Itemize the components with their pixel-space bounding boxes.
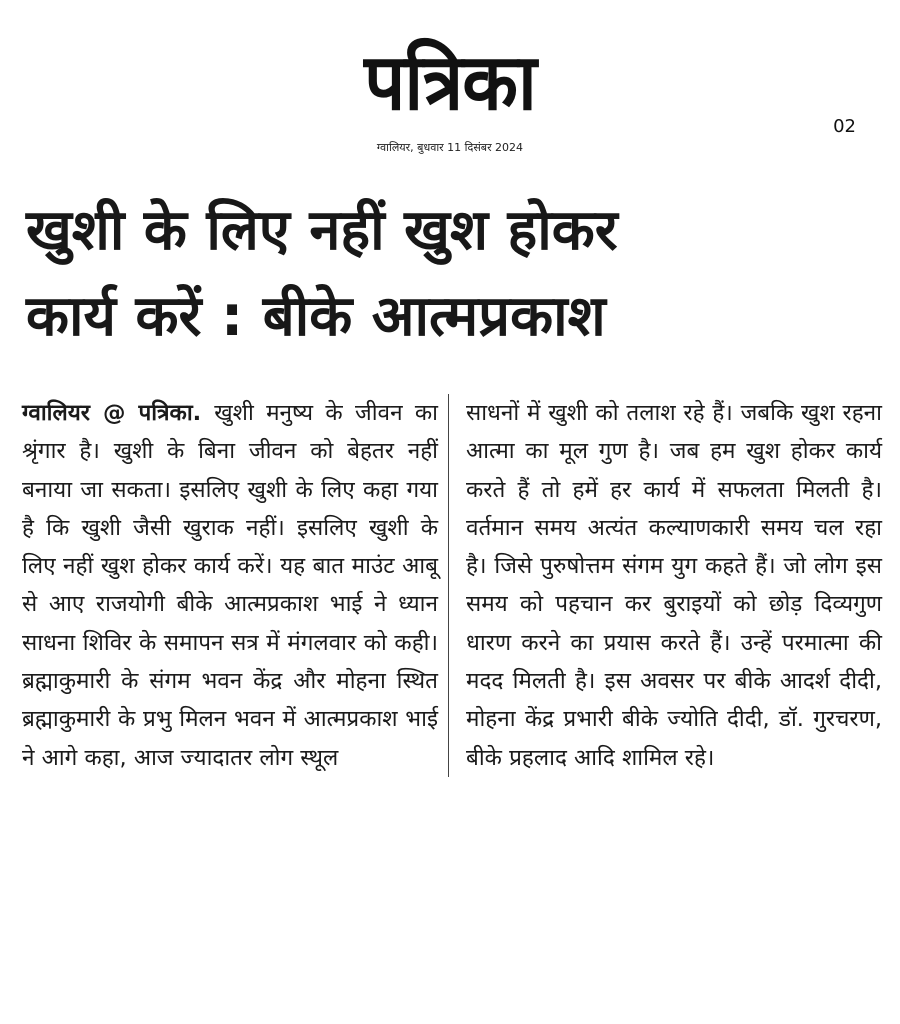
byline: ग्वालियर @ पत्रिका.: [22, 400, 215, 426]
article-column-1-text: खुशी मनुष्य के जीवन का श्रृंगार है। खुशी के बिना जीवन को बेहतर नहीं बनाया जा सकता। इसलिए खुशी के लिए कहा गया है कि खुशी जैसी खुराक नहीं। इसलिए खुशी के लिए नहीं खुश होकर कार्य करें। यह बात माउंट आबू से आए राजयोगी बीके आत्मप्रकाश भाई ने ध्यान साधना शिविर के समापन सत्र में मंगलवार को कही। ब्रह्माकुमारी के संगम भवन केंद्र और मोहना स्थित ब्रह्माकुमारी के प्रभु मिलन भवन में आत्मप्रकाश भाई ने आगे कहा, आज ज्यादातर लोग स्थूल: [22, 400, 438, 771]
article-column-right: [460, 394, 882, 777]
newspaper-logo: पत्रिका: [364, 37, 536, 128]
article-column-left: [22, 394, 449, 777]
article-column-2-text: साधनों में खुशी को तलाश रहे हैं। जबकि खुश रहना आत्मा का मूल गुण है। जब हम खुश होकर कार्य करते हैं तो हमें हर कार्य में सफलता मिलती है। वर्तमान समय अत्यंत कल्याणकारी समय चल रहा है। जिसे पुरुषोत्तम संगम युग कहते हैं। जो लोग इस समय को पहचान कर बुराइयों को छोड़ दिव्यगुण धारण करने का प्रयास करते हैं। उन्हें परमात्मा की मदद मिलती है। इस अवसर पर बीके आदर्श दीदी, मोहना केंद्र प्रभारी बीके ज्योति दीदी, डॉ. गुरचरण, बीके प्रहलाद आदि शामिल रहे।: [466, 400, 882, 771]
article-body: [22, 394, 882, 777]
headline-line-1: खुशी के लिए नहीं खुश होकर: [26, 198, 618, 263]
headline-line-2: कार्य करें : बीके आत्मप्रकाश: [26, 284, 606, 349]
page-number: 02: [833, 116, 856, 137]
headline: [26, 188, 876, 360]
masthead: [0, 38, 900, 128]
dateline: ग्वालियर, बुधवार 11 दिसंबर 2024: [376, 141, 524, 154]
